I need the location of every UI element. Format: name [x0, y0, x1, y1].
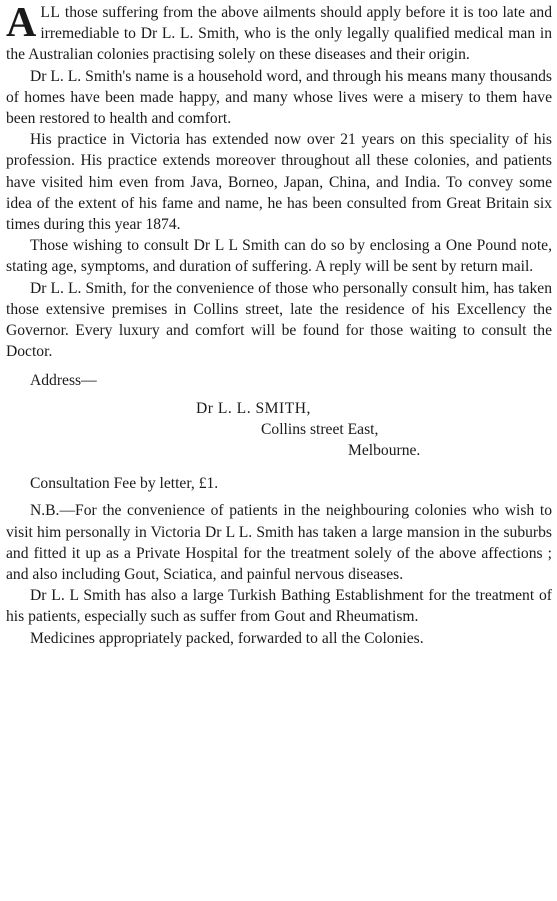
- drop-cap: A: [6, 0, 37, 46]
- consultation-fee: Consultation Fee by letter, £1.: [30, 475, 219, 493]
- paragraph-practice: His practice in Victoria has extended now over 21 years on this speciality of his profession. His practice extends moreover throughout all these colonies, and patients have visited him even from Java, Borneo, Japan, China, and India. To convey some idea of the extent of his fame and name, he has been consulted from Great Britain six times during this year 1874.: [6, 131, 552, 234]
- address-street: Collins street East,: [261, 420, 379, 438]
- intro-lead: LL: [40, 4, 61, 21]
- intro-text: those suffering from the above ailments should apply before it is too late and irremediable to Dr L. L. Smith, who is the only legally qualified medical man in the Australian colonies practising solely on these diseases and their origin.: [6, 4, 552, 64]
- paragraph-premises: Dr L. L. Smith, for the convenience of those who personally consult him, has taken those extensive premises in Collins street, late the residence of his Excellency the Governor. Every luxury and comfort will be found for those waiting to consult the Doctor.: [6, 279, 552, 361]
- paragraph-nota-bene: N.B.—For the convenience of patients in the neighbouring colonies who wish to visit him personally in Victoria Dr L L. Smith has taken a large mansion in the suburbs and fitted it up as a Private Hospital for the treatment solely of the above affections ; and also including Gout, Sciatica, and painful nervous diseases.: [6, 502, 552, 584]
- paragraph-intro: [6, 2, 552, 66]
- paragraph-consult-by-letter: Those wishing to consult Dr L L Smith can do so by enclosing a One Pound note, stating age, symptoms, and duration of suffering. A reply will be sent by return mail.: [6, 237, 552, 276]
- address-name: Dr L. L. SMITH,: [196, 399, 311, 417]
- address-city: Melbourne.: [348, 442, 421, 460]
- address-label: Address—: [30, 372, 97, 390]
- paragraph-medicines: Medicines appropriately packed, forwarded to all the Colonies.: [30, 629, 424, 647]
- paragraph-turkish-bath: Dr L. L Smith has also a large Turkish Bathing Establishment for the treatment of his patients, especially such as suffer from Gout and Rheumatism.: [6, 587, 552, 626]
- paragraph-household-word: Dr L. L. Smith's name is a household word, and through his means many thousands of homes have been made happy, and many whose lives were a misery to them have been restored to health and comfort.: [6, 67, 552, 128]
- advertisement-column: [6, 2, 552, 649]
